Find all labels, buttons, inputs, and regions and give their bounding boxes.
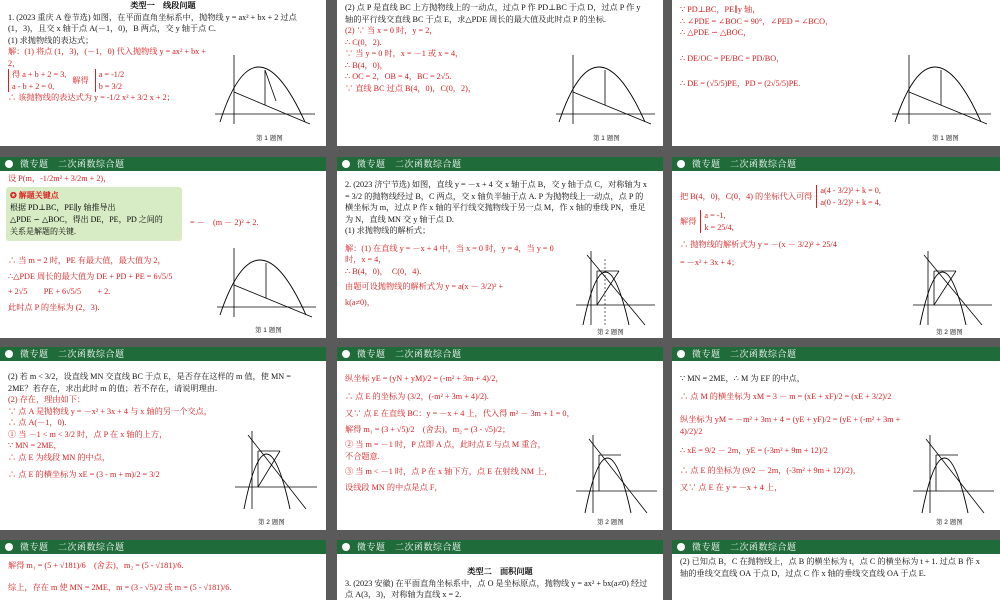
key-point-text: 关系是解题的关键. bbox=[10, 227, 76, 236]
solution-line: 解：(1) 在直线 y = －x + 4 中，当 x = 0 时，y = 4，当 y = 0 时，x = 4， bbox=[345, 243, 554, 264]
parabola-figure bbox=[210, 52, 320, 127]
solution-line: ∴ 抛物线的解析式为 y = －(x － 3/2)² + 25/4 bbox=[680, 240, 837, 249]
question-part-2: (2) 已知点 B，C 在抛物线上，点 B 的横坐标为 t，点 C 的横坐标为 t + 1. 过点 B 作 x 轴的垂线交直线 OA 于点 D，过点 C 作 x 轴的垂线交直线 OA 于点 E. bbox=[680, 557, 980, 578]
slide-6 bbox=[672, 157, 1000, 338]
solution-line: ∴ 点 E 的坐标为 (9/2 － 2m，(-3m² + 9m + 12)/2)， bbox=[680, 465, 861, 475]
slide-2 bbox=[337, 0, 663, 146]
figure-caption: 第 1 题图 bbox=[255, 327, 282, 334]
solution-line: ∴ xE = 9/2 － 2m，yE = (-3m² + 9m + 12)/2 bbox=[680, 446, 828, 455]
equation-system: a = -1, k = 25/4, bbox=[700, 210, 733, 233]
equation-line: = － (m － 2)² + 2. bbox=[190, 218, 259, 227]
equation-system: 得 a + b + 2 = 3, a - b + 2 = 0, 解得 a = -1/2 b = 3/2 bbox=[8, 69, 318, 92]
solution-line: 解：(1) 将点 (1，3)，(－1，0) 代入抛物线 y = ax² + bx + 2， bbox=[8, 47, 207, 68]
solution-line: 又∵ 点 E 在 y = －x + 4 上， bbox=[680, 483, 783, 492]
slide-10 bbox=[0, 540, 326, 600]
solution-line: ∴ 点 E 的横坐标为 xE = (3 - m + m)/2 = 3/2 bbox=[8, 470, 160, 479]
solution-line: = －x² + 3x + 4； bbox=[680, 257, 740, 267]
solution-line: ∴ OC = 2，OB = 4，BC = 2√5. bbox=[345, 72, 452, 81]
solution-line: ∴ B(4，0)， C(0，4). bbox=[345, 266, 422, 276]
slide-7 bbox=[0, 347, 326, 530]
parabola-figure bbox=[232, 429, 320, 511]
solution-line: 综上，存在 m 使 MN = 2ME，m = (3 - √5)/2 或 m = (5 - √181)/6. bbox=[8, 582, 232, 592]
slide-8 bbox=[337, 347, 663, 530]
parabola-figure bbox=[910, 249, 995, 327]
solution-line: 设线段 MN 的中点是点 F， bbox=[345, 482, 443, 492]
solution-line: ② 当 m = －1 时，P 点即 A 点，此时点 E 与点 M 重合， bbox=[345, 440, 546, 449]
solution-line: k(a≠0)， bbox=[345, 297, 375, 307]
solution-line: 解得 m₁ = (3 + √5)/2 (舍去)，m₂ = (3 - √5)/2； bbox=[345, 424, 511, 434]
slide-header: 微专题 二次函数综合题 bbox=[337, 540, 663, 554]
solution-line: ∵ MN = 2ME， bbox=[8, 441, 62, 450]
slide-9 bbox=[672, 347, 1000, 530]
parabola-figure bbox=[910, 433, 996, 515]
solution-line: 解得 bbox=[680, 216, 697, 226]
header-dot-icon bbox=[342, 543, 350, 551]
question-text: 3. (2023 安徽) 在平面直角坐标系中，点 O 是坐标原点，抛物线 y = ax² + bx(a≠0) 经过点 A(3，3)，对称轴为直线 x = 2. bbox=[345, 578, 648, 599]
slide-header: 微专题 二次函数综合题 bbox=[672, 157, 1000, 171]
solution-line: 纵坐标 yE = (yN + yM)/2 = (-m² + 3m + 4)/2， bbox=[345, 374, 504, 383]
solution-line: ∵ MN = 2ME，∴ M 为 EF 的中点， bbox=[680, 374, 805, 383]
solution-line: ∴ 点 E 的坐标为 (3/2，(-m² + 3m + 4)/2). bbox=[345, 391, 489, 401]
slide-header: 微专题 二次函数综合题 bbox=[337, 347, 663, 361]
solution-line: ∴ 点 A(－1，0). bbox=[8, 418, 67, 427]
solution-line: ∴ C(0，2). bbox=[345, 37, 382, 47]
header-dot-icon bbox=[5, 160, 13, 168]
solution-line: ∵ PD⊥BC，PE∥y 轴， bbox=[680, 5, 761, 14]
key-point-title: ✪ 解题关键点 bbox=[10, 191, 59, 200]
header-dot-icon bbox=[5, 543, 13, 551]
question-text: 1. (2023 重庆 A 卷节选) 如图，在平面直角坐标系中，抛物线 y = ax² + bx + 2 过点 (1，3)，且交 x 轴于点 A(－1，0)，B 两点，交 y 轴于点 C. bbox=[8, 12, 297, 33]
solution-line: (2) 存在，理由如下： bbox=[8, 395, 86, 404]
solution-line: ① 当 －1 < m < 3/2 时，点 P 在 x 轴的上方， bbox=[8, 429, 168, 439]
header-dot-icon bbox=[677, 543, 685, 551]
solution-line: 把 B(4，0)，C(0，4) 的坐标代入可得 bbox=[680, 191, 813, 201]
solution-line: 由题可设抛物线的解析式为 y = a(x － 3/2)² + bbox=[345, 282, 504, 291]
question-text: 2. (2023 济宁节选) 如图，直线 y = －x + 4 交 x 轴于点 B，交 y 轴于点 C，对称轴为 x = 3/2 的抛物线经过 B，C 两点，交 x 轴负半轴于点 A. P 为抛物线上一动点，点 P 的横坐标为 m，过点 P 作 x 轴的平行线交抛物线于另一点 M，作 x 轴的垂线 PN，垂足为 N，直线 MN 交 y 轴于点 D. bbox=[345, 180, 647, 224]
slide-5 bbox=[337, 157, 663, 338]
solution-line: ∴ 点 E 为线段 MN 的中点， bbox=[8, 452, 111, 462]
solution-line: 解得 m₁ = (5 + √181)/6 (舍去)，m₂ = (5 - √181)/6. bbox=[8, 561, 184, 570]
slide-4 bbox=[0, 157, 326, 338]
solution-line: ∴ DE = (√5/5)PE，PD = (2√5/5)PE. bbox=[680, 79, 801, 88]
parabola-figure bbox=[573, 249, 658, 327]
header-dot-icon bbox=[5, 350, 13, 358]
solution-line: ∴ 点 M 的横坐标为 xM = 3 － m = (xE + xF)/2 = (xE + 3/2)/2 bbox=[680, 391, 892, 401]
question-part-2: (2) 若 m < 3/2，设直线 MN 交直线 BC 于点 E，是否存在这样的 m 值，使 MN = 2ME？若存在，求出此时 m 的值；若不存在，请说明理由. bbox=[8, 372, 291, 393]
parabola-figure bbox=[212, 245, 320, 320]
solution-line: 此时点 P 的坐标为 (2，3). bbox=[8, 302, 100, 312]
figure-caption: 第 1 题图 bbox=[593, 135, 620, 142]
parabola-figure bbox=[551, 52, 659, 127]
header-dot-icon bbox=[677, 350, 685, 358]
header-dot-icon bbox=[342, 160, 350, 168]
solution-line: (2) ∵ 当 x = 0 时，y = 2， bbox=[345, 26, 438, 35]
figure-caption: 第 2 题图 bbox=[597, 519, 624, 526]
slide-header: 微专题 二次函数综合题 bbox=[0, 540, 326, 554]
solution-line: ∴ B(4，0)， bbox=[345, 60, 388, 70]
slide-header: 微专题 二次函数综合题 bbox=[672, 347, 1000, 361]
figure-caption: 第 2 题图 bbox=[936, 329, 963, 336]
question-part-2: (2) 点 P 是直线 BC 上方抛物线上的一动点，过点 P 作 PD⊥BC 于点 D，过点 P 作 y 轴的平行线交直线 BC 于点 E，求△PDE 周长的最大值及此时点 P 的坐标. bbox=[345, 3, 641, 24]
key-point-box bbox=[6, 187, 182, 241]
solution-line: + 2√5 PE + 6√5/5 + 2. bbox=[8, 287, 111, 296]
header-dot-icon bbox=[677, 160, 685, 168]
question-part-1: (1) 求抛物线的解析式； bbox=[345, 226, 431, 235]
solution-line: ∴ ∠PDE = ∠BOC = 90°，∠PED = ∠BCO， bbox=[680, 16, 834, 26]
figure-caption: 第 2 题图 bbox=[936, 519, 963, 526]
solution-line: ∵ 直线 BC 过点 B(4，0)，C(0，2)， bbox=[345, 83, 477, 93]
slide-header: 微专题 二次函数综合题 bbox=[672, 540, 1000, 554]
slide-header: 微专题 二次函数综合题 bbox=[0, 347, 326, 361]
key-point-text: △PDE ∽ △BOC，得出 DE，PE，PD 之间的 bbox=[10, 215, 163, 224]
parabola-figure bbox=[887, 52, 995, 127]
header-dot-icon bbox=[342, 350, 350, 358]
slide-12 bbox=[672, 540, 1000, 600]
solution-line: 不合题意. bbox=[345, 451, 380, 461]
section-title: 类型二 面积问题 bbox=[467, 567, 533, 576]
solution-line: 设 P(m，-1/2m² + 3/2m + 2)， bbox=[8, 174, 112, 183]
solution-line: ③ 当 m < －1 时，点 P 在 x 轴下方，点 E 在射线 NM 上， bbox=[345, 467, 553, 476]
solution-line: ∵ 点 A 是抛物线 y = －x² + 3x + 4 与 x 轴的另一个交点， bbox=[8, 406, 212, 416]
question-part-1: (1) 求抛物线的表达式； bbox=[8, 35, 94, 45]
slide-3 bbox=[672, 0, 1000, 146]
slide-header: 微专题 二次函数综合题 bbox=[0, 157, 326, 171]
section-title: 类型一 线段问题 bbox=[130, 1, 196, 10]
solution-line: 又∵ 点 E 在直线 BC：y = －x + 4 上，代入得 m² － 3m + 1 = 0， bbox=[345, 409, 575, 418]
solution-line: ∴ DE/OC = PE/BC = PD/BO， bbox=[680, 53, 785, 63]
slide-header: 微专题 二次函数综合题 bbox=[337, 157, 663, 171]
equation-system: a(4 - 3/2)² + k = 0, a(0 - 3/2)² + k = 4, bbox=[816, 185, 881, 208]
parabola-figure bbox=[573, 433, 659, 515]
figure-caption: 第 2 题图 bbox=[258, 519, 285, 526]
figure-caption: 第 1 题图 bbox=[932, 135, 959, 142]
solution-line: ∴ 当 m = 2 时，PE 有最大值，最大值为 2， bbox=[8, 256, 166, 265]
solution-line: 纵坐标为 yM = －m² + 3m + 4 = (yE + yF)/2 = (yE + (-m² + 3m + 4)/2)/2 bbox=[680, 415, 901, 436]
solution-line: ∴△PDE 周长的最大值为 DE + PD + PE = 6√5/5 bbox=[8, 271, 173, 281]
solution-line: ∵ 当 y = 0 时，x = －1 或 x = 4， bbox=[345, 49, 464, 58]
solution-line: ∴ △PDE ∽ △BOC， bbox=[680, 28, 752, 37]
figure-caption: 第 1 题图 bbox=[256, 135, 283, 142]
result-line: ∴ 该抛物线的表达式为 y = -1/2 x² + 3/2 x + 2； bbox=[8, 93, 175, 102]
star-icon: ✪ bbox=[10, 191, 19, 200]
slide-1 bbox=[0, 0, 326, 146]
slide-11 bbox=[337, 540, 663, 600]
key-point-text: 根据 PD⊥BC，PE∥y 轴推导出 bbox=[10, 203, 116, 212]
figure-caption: 第 2 题图 bbox=[597, 329, 624, 336]
